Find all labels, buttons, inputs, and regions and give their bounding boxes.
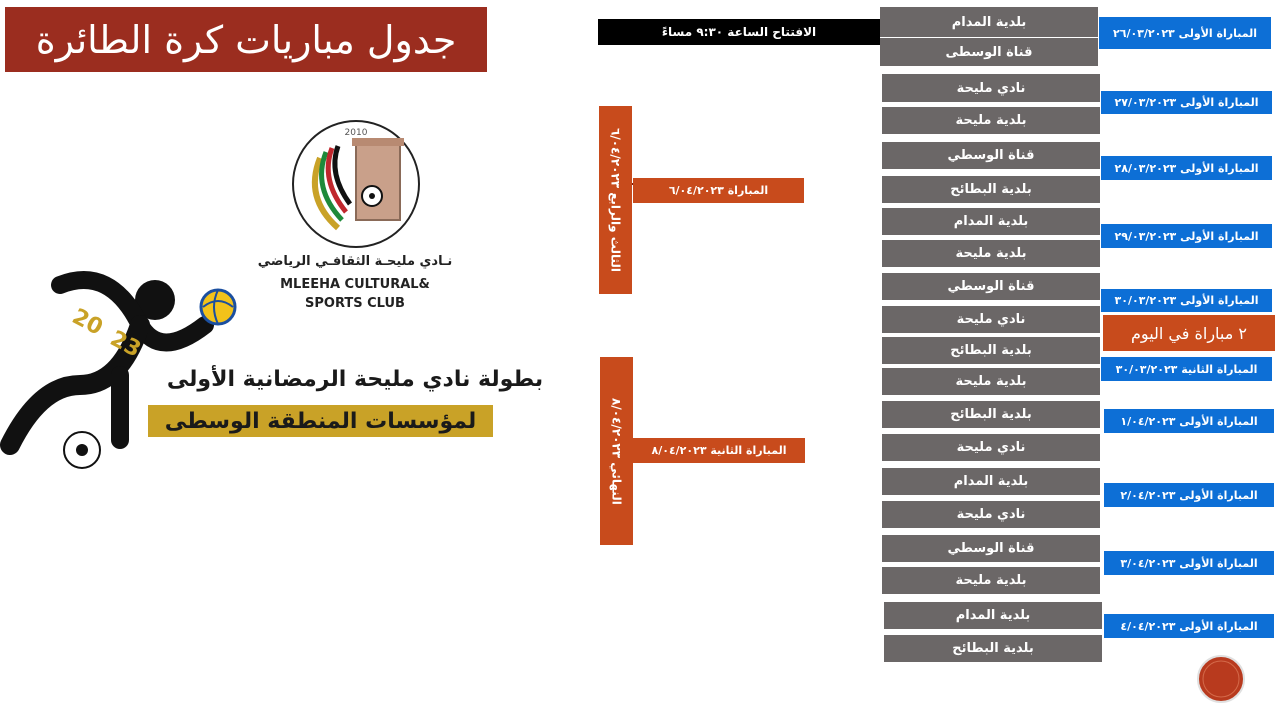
club-name-en-line1: MLEEHA CULTURAL& bbox=[280, 277, 430, 292]
third-fourth-label: الثالث والرابع ٦/٠٤/٢٠٢٣ bbox=[599, 106, 632, 294]
match-date: المباراة الأولى ٢٧/٠٣/٢٠٢٣ bbox=[1101, 91, 1272, 114]
team-box: بلدية مليحة bbox=[882, 240, 1100, 267]
team-box: بلدية مليحة bbox=[882, 567, 1100, 594]
tournament-subtitle: لمؤسسات المنطقة الوسطى bbox=[148, 405, 493, 437]
page-title: جدول مباريات كرة الطائرة bbox=[5, 7, 487, 72]
logo-year: 2010 bbox=[344, 128, 368, 138]
team-box: نادي مليحة bbox=[882, 74, 1100, 102]
match-date: المباراة الثانية ٣٠/٠٣/٢٠٢٣ bbox=[1101, 357, 1272, 381]
team-box: نادي مليحة bbox=[882, 434, 1100, 461]
match-date: المباراة الأولى ٢٩/٠٣/٢٠٢٣ bbox=[1101, 224, 1272, 248]
match-date: المباراة الأولى ٢٨/٠٣/٢٠٢٣ bbox=[1101, 156, 1272, 180]
team-box: بلدية مليحة bbox=[882, 368, 1100, 395]
team-box: بلدية البطائح bbox=[882, 176, 1100, 203]
team-box: بلدية المدام bbox=[884, 602, 1102, 629]
team-box: بلدية المدام bbox=[882, 208, 1100, 235]
match-date: المباراة الأولى ٣/٠٤/٢٠٢٣ bbox=[1104, 551, 1274, 575]
tournament-title: بطولة نادي مليحة الرمضانية الأولى bbox=[166, 367, 544, 392]
nav-circle-button[interactable] bbox=[1196, 654, 1246, 704]
match-date: المباراة الأولى ٢٦/٠٣/٢٠٢٣ bbox=[1099, 17, 1271, 49]
team-box: بلدية المدام bbox=[880, 7, 1098, 37]
team-box: بلدية البطائح bbox=[882, 337, 1100, 364]
team-box: نادي مليحة bbox=[882, 501, 1100, 528]
year-part1: 20 bbox=[67, 304, 107, 341]
final-match: المباراة الثانية ٨/٠٤/٢٠٢٣ bbox=[633, 438, 805, 463]
team-box: قناة الوسطي bbox=[882, 535, 1100, 562]
team-box: بلدية مليحة bbox=[882, 107, 1100, 134]
team-box: قناة الوسطى bbox=[880, 38, 1098, 66]
third-fourth-match: المباراة ٦/٠٤/٢٠٢٣ bbox=[633, 178, 804, 203]
match-date: المباراة الأولى ١/٠٤/٢٠٢٣ bbox=[1104, 409, 1274, 433]
match-date: المباراة الأولى ٤/٠٤/٢٠٢٣ bbox=[1104, 614, 1274, 638]
club-logo bbox=[290, 118, 422, 250]
year-part2: 23 bbox=[105, 326, 145, 363]
team-box: نادي مليحة bbox=[882, 306, 1100, 333]
opening-time: الافتتاح الساعة ٩:٣٠ مساءً bbox=[598, 19, 880, 45]
match-date: المباراة الأولى ٢/٠٤/٢٠٢٣ bbox=[1104, 483, 1274, 507]
two-matches-note: ٢ مباراة في اليوم bbox=[1103, 315, 1275, 351]
team-box: بلدية البطائح bbox=[884, 635, 1102, 662]
team-box: بلدية البطائح bbox=[882, 401, 1100, 428]
team-box: بلدية المدام bbox=[882, 468, 1100, 495]
club-name-ar: نـادي مليحـة الثقافـي الرياضي bbox=[257, 254, 453, 269]
club-name-en-line2: SPORTS CLUB bbox=[305, 296, 405, 311]
match-date: المباراة الأولى ٣٠/٠٣/٢٠٢٣ bbox=[1101, 289, 1272, 312]
final-label: النهائي ٨/٠٤/٢٠٢٣ bbox=[600, 357, 633, 545]
team-box: قناة الوسطي bbox=[882, 142, 1100, 169]
team-box: قناة الوسطي bbox=[882, 273, 1100, 300]
club-name-en bbox=[250, 275, 460, 313]
